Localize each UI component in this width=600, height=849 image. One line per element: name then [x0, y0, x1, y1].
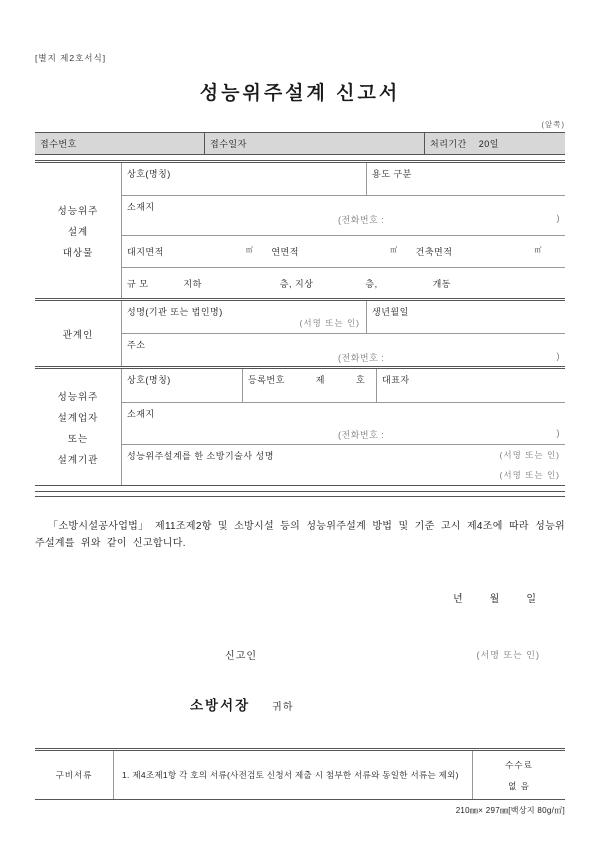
page-title: 성능위주설계 신고서 — [199, 83, 401, 104]
section-designer-label — [35, 369, 122, 485]
buildings-label: 개동 — [432, 278, 451, 289]
section-target-label-line: 성능위주 — [57, 205, 99, 217]
engineer-line1 — [127, 449, 560, 462]
receipt-date-cell: 접수일자 — [205, 133, 425, 154]
related-row-address — [122, 334, 565, 366]
designer-regno-field — [243, 369, 377, 402]
declarant-label: 신고인 — [225, 651, 257, 662]
related-address-field — [122, 334, 565, 366]
attachments-label-cell: 구비서류 — [35, 751, 114, 799]
building-area-group — [416, 245, 560, 258]
processing-period-cell — [425, 133, 565, 154]
processing-period-value: 20일 — [478, 139, 499, 149]
floors-ground-label: 층, 지상 — [279, 278, 314, 289]
engineer-line2 — [127, 469, 560, 481]
date-line — [35, 590, 565, 605]
sign-or-seal-label: (서명 또는 인) — [499, 470, 560, 480]
target-scale-field — [122, 268, 565, 298]
declaration-paragraph: 「소방시설공사업법」 제11조제2항 및 소방시설 등의 성능위주설계 방법 및 기준 고시 제4조에 따라 성능위주설계를 위와 같이 신고합니다. — [35, 521, 565, 549]
engineer-name-label: 성능위주설계를 한 소방기술사 성명 — [127, 451, 274, 461]
recipient-line — [35, 694, 565, 714]
target-address-field — [122, 196, 565, 235]
designer-ceo-field: 대표자 — [382, 375, 410, 385]
section-target-label-line: 대상물 — [62, 247, 94, 259]
front-side-label: (앞쪽) — [541, 120, 565, 129]
section-designer-label-line: 설계기관 — [57, 454, 99, 466]
section-designer-label-line: 성능위주 — [57, 391, 99, 403]
section-related-label — [35, 301, 122, 366]
fee-cell — [473, 751, 565, 799]
target-address-label: 소재지 — [127, 202, 155, 212]
sign-or-seal-label: (서명 또는 인) — [476, 650, 540, 660]
designer-engineer-field — [122, 445, 565, 485]
sqm-unit: ㎡ — [390, 247, 398, 254]
scale-label: 규 모 — [127, 278, 149, 289]
section-related-person — [35, 298, 565, 366]
section-designer-label-line: 설계업자 — [57, 412, 99, 424]
sqm-unit: ㎡ — [245, 247, 254, 254]
section-end-rule — [35, 491, 565, 497]
related-address-label: 주소 — [127, 340, 146, 350]
declarant-line — [35, 647, 565, 662]
phone-label: (전화번호 : — [338, 430, 385, 440]
date-year-label: 년 — [452, 594, 464, 605]
phone-close-paren: ) — [556, 351, 560, 361]
site-area-group — [127, 245, 271, 258]
related-name-field — [122, 301, 367, 333]
target-company-field: 상호(명칭) — [122, 163, 367, 195]
target-row-areas — [122, 236, 565, 268]
related-name-label: 성명(기관 또는 법인명) — [127, 307, 223, 317]
phone-close-paren: ) — [556, 213, 560, 223]
phone-label: (전화번호 : — [338, 215, 385, 225]
designer-phone-field — [338, 428, 560, 441]
related-phone-field — [338, 351, 560, 364]
recipient-suffix-label: 귀하 — [272, 702, 294, 713]
target-row-scale — [122, 268, 565, 298]
related-birth-field: 생년월일 — [372, 307, 409, 317]
main-form-table — [35, 160, 565, 486]
regno-ho: 호 — [356, 375, 366, 385]
designer-row-company — [122, 369, 565, 403]
gross-area-group — [271, 245, 415, 258]
floors2-label: 층, — [365, 278, 378, 289]
section-target-label — [35, 163, 122, 298]
designer-company-field: 상호(명칭) — [122, 369, 243, 402]
basement-label: 지하 — [183, 278, 202, 289]
date-month-label: 월 — [489, 594, 501, 605]
receipt-no-cell: 접수번호 — [35, 133, 205, 154]
designer-row-address — [122, 403, 565, 445]
site-area-label: 대지면적 — [127, 247, 164, 257]
processing-period-label: 처리기간 — [430, 139, 467, 149]
date-day-label: 일 — [526, 594, 537, 605]
receipt-header-row — [35, 132, 565, 155]
target-phone-field — [338, 213, 560, 226]
designer-address-label: 소재지 — [127, 409, 155, 419]
target-row-company-use — [122, 163, 565, 196]
section-target-label-line: 설계 — [67, 226, 89, 238]
sign-or-seal-label: (서명 또는 인) — [299, 318, 360, 328]
sqm-unit: ㎡ — [534, 247, 542, 254]
form-page — [35, 0, 565, 816]
building-area-label: 건축면적 — [415, 247, 453, 257]
designer-row-engineer — [122, 445, 565, 485]
form-code-label: [별지 제2호서식] — [35, 53, 107, 63]
section-designer — [35, 366, 565, 486]
related-row-name-birth — [122, 301, 565, 334]
section-design-target — [35, 160, 565, 298]
fee-label: 수수료 — [505, 759, 533, 770]
fire-chief-label: 소방서장 — [190, 698, 251, 713]
phone-label: (전화번호 : — [338, 353, 385, 363]
target-areas-field — [122, 236, 565, 267]
sign-or-seal-label: (서명 또는 인) — [499, 450, 560, 460]
fee-value: 없 음 — [508, 780, 530, 791]
paper-spec-note: 210㎜× 297㎜[백상지 80g/㎡] — [455, 806, 565, 815]
section-designer-label-line: 또는 — [67, 433, 89, 445]
target-row-address — [122, 196, 565, 236]
section-related-label-line: 관계인 — [62, 329, 94, 341]
gross-area-label: 연면적 — [271, 247, 299, 257]
phone-close-paren: ) — [556, 428, 560, 438]
regno-label: 등록번호 — [248, 375, 285, 385]
attachments-table — [35, 748, 565, 800]
designer-address-field — [122, 403, 565, 444]
attachments-content-cell: 1. 제4조제1항 각 호의 서류(사전검토 신청서 제출 시 첨부한 서류와 동일한 서류는 제외) — [114, 751, 473, 799]
regno-je: 제 — [315, 375, 325, 385]
target-use-field: 용도 구분 — [372, 169, 412, 179]
